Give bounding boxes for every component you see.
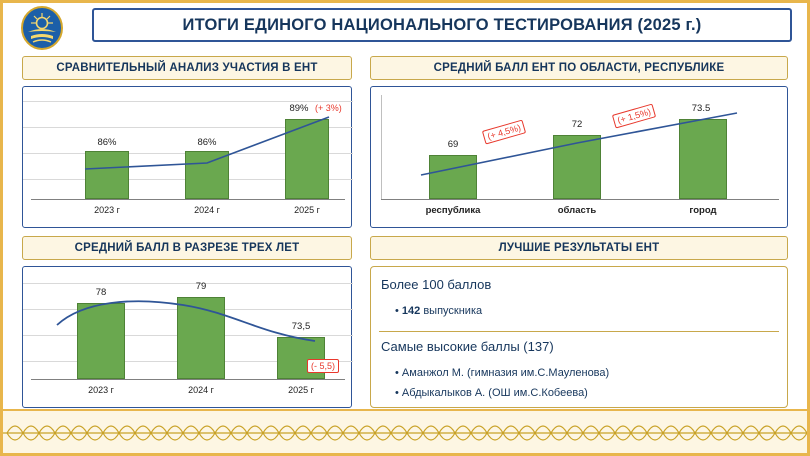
state-emblem [14,6,70,50]
annotation-delta-republic: (+ 4,5%) [482,119,526,144]
category-label-2025: 2025 г [294,205,320,215]
bar-value-2025: 89% [289,103,309,114]
section-title-best-results: ЛУЧШИЕ РЕЗУЛЬТАТЫ ЕНТ [370,236,788,260]
result-divider [379,331,779,332]
category-label-2023: 2023 г [94,205,120,215]
annotation-delta-2025: (+ 3%) [315,103,342,113]
ornament-footer [3,409,807,453]
chart-average-by-level [370,86,788,228]
page-title: ИТОГИ ЕДИНОГО НАЦИОНАЛЬНОГО ТЕСТИРОВАНИЯ (2025 г.) [182,15,702,34]
bar-value-2025: 73,5 [291,321,311,332]
result-block-over-100 [381,277,491,292]
category-label-2024: 2024 г [188,385,214,395]
result-item-amanzhol [395,367,609,379]
category-label-2025: 2025 г [288,385,314,395]
result-item-abdykalykov [395,387,588,399]
section-title-average-by-level: СРЕДНИЙ БАЛЛ ЕНТ ПО ОБЛАСТИ, РЕСПУБЛИКЕ [370,56,788,80]
bar-value-2023: 86% [97,137,117,148]
category-label-2023: 2023 г [88,385,114,395]
category-label-city: город [689,205,717,216]
section-title-participation: СРАВНИТЕЛЬНЫЙ АНАЛИЗ УЧАСТИЯ В ЕНТ [22,56,352,80]
bullet-dot: • [395,387,402,399]
category-label-region: область [557,205,597,216]
section-title-three-year: СРЕДНИЙ БАЛЛ В РАЗРЕЗЕ ТРЕХ ЛЕТ [22,236,352,260]
bullet-dot: • [395,367,402,379]
category-label-republic: республика [425,205,481,216]
annotation-delta-region: (+ 1,5%) [612,103,656,128]
result-item-142-count: 142 [401,305,421,317]
result-block-highest [381,339,554,354]
bar-value-region: 72 [571,119,583,130]
result-head-over-100: Более 100 баллов [381,277,492,292]
chart-participation [22,86,352,228]
result-item-142-text: выпускника [420,305,483,317]
result-item-abdykalykov-text: Абдыкалыков А. (ОШ им.С.Кобеева) [401,387,588,399]
bullet-dot: • [395,305,402,317]
result-head-highest: Самые высокие баллы (137) [381,339,554,354]
bar-value-city: 73.5 [691,103,711,114]
category-label-2024: 2024 г [194,205,220,215]
bar-value-2024: 79 [195,281,207,292]
bar-value-2023: 78 [95,287,107,298]
bar-value-republic: 69 [447,139,459,150]
chart-three-year-average [22,266,352,408]
best-results-panel [370,266,788,408]
annotation-delta-2025: (- 5,5) [307,359,339,373]
bar-value-2024: 86% [197,137,217,148]
result-item-amanzhol-text: Аманжол М. (гимназия им.С.Мауленова) [401,367,610,379]
result-item-142 [395,305,482,317]
slide-title-bar [92,8,792,42]
